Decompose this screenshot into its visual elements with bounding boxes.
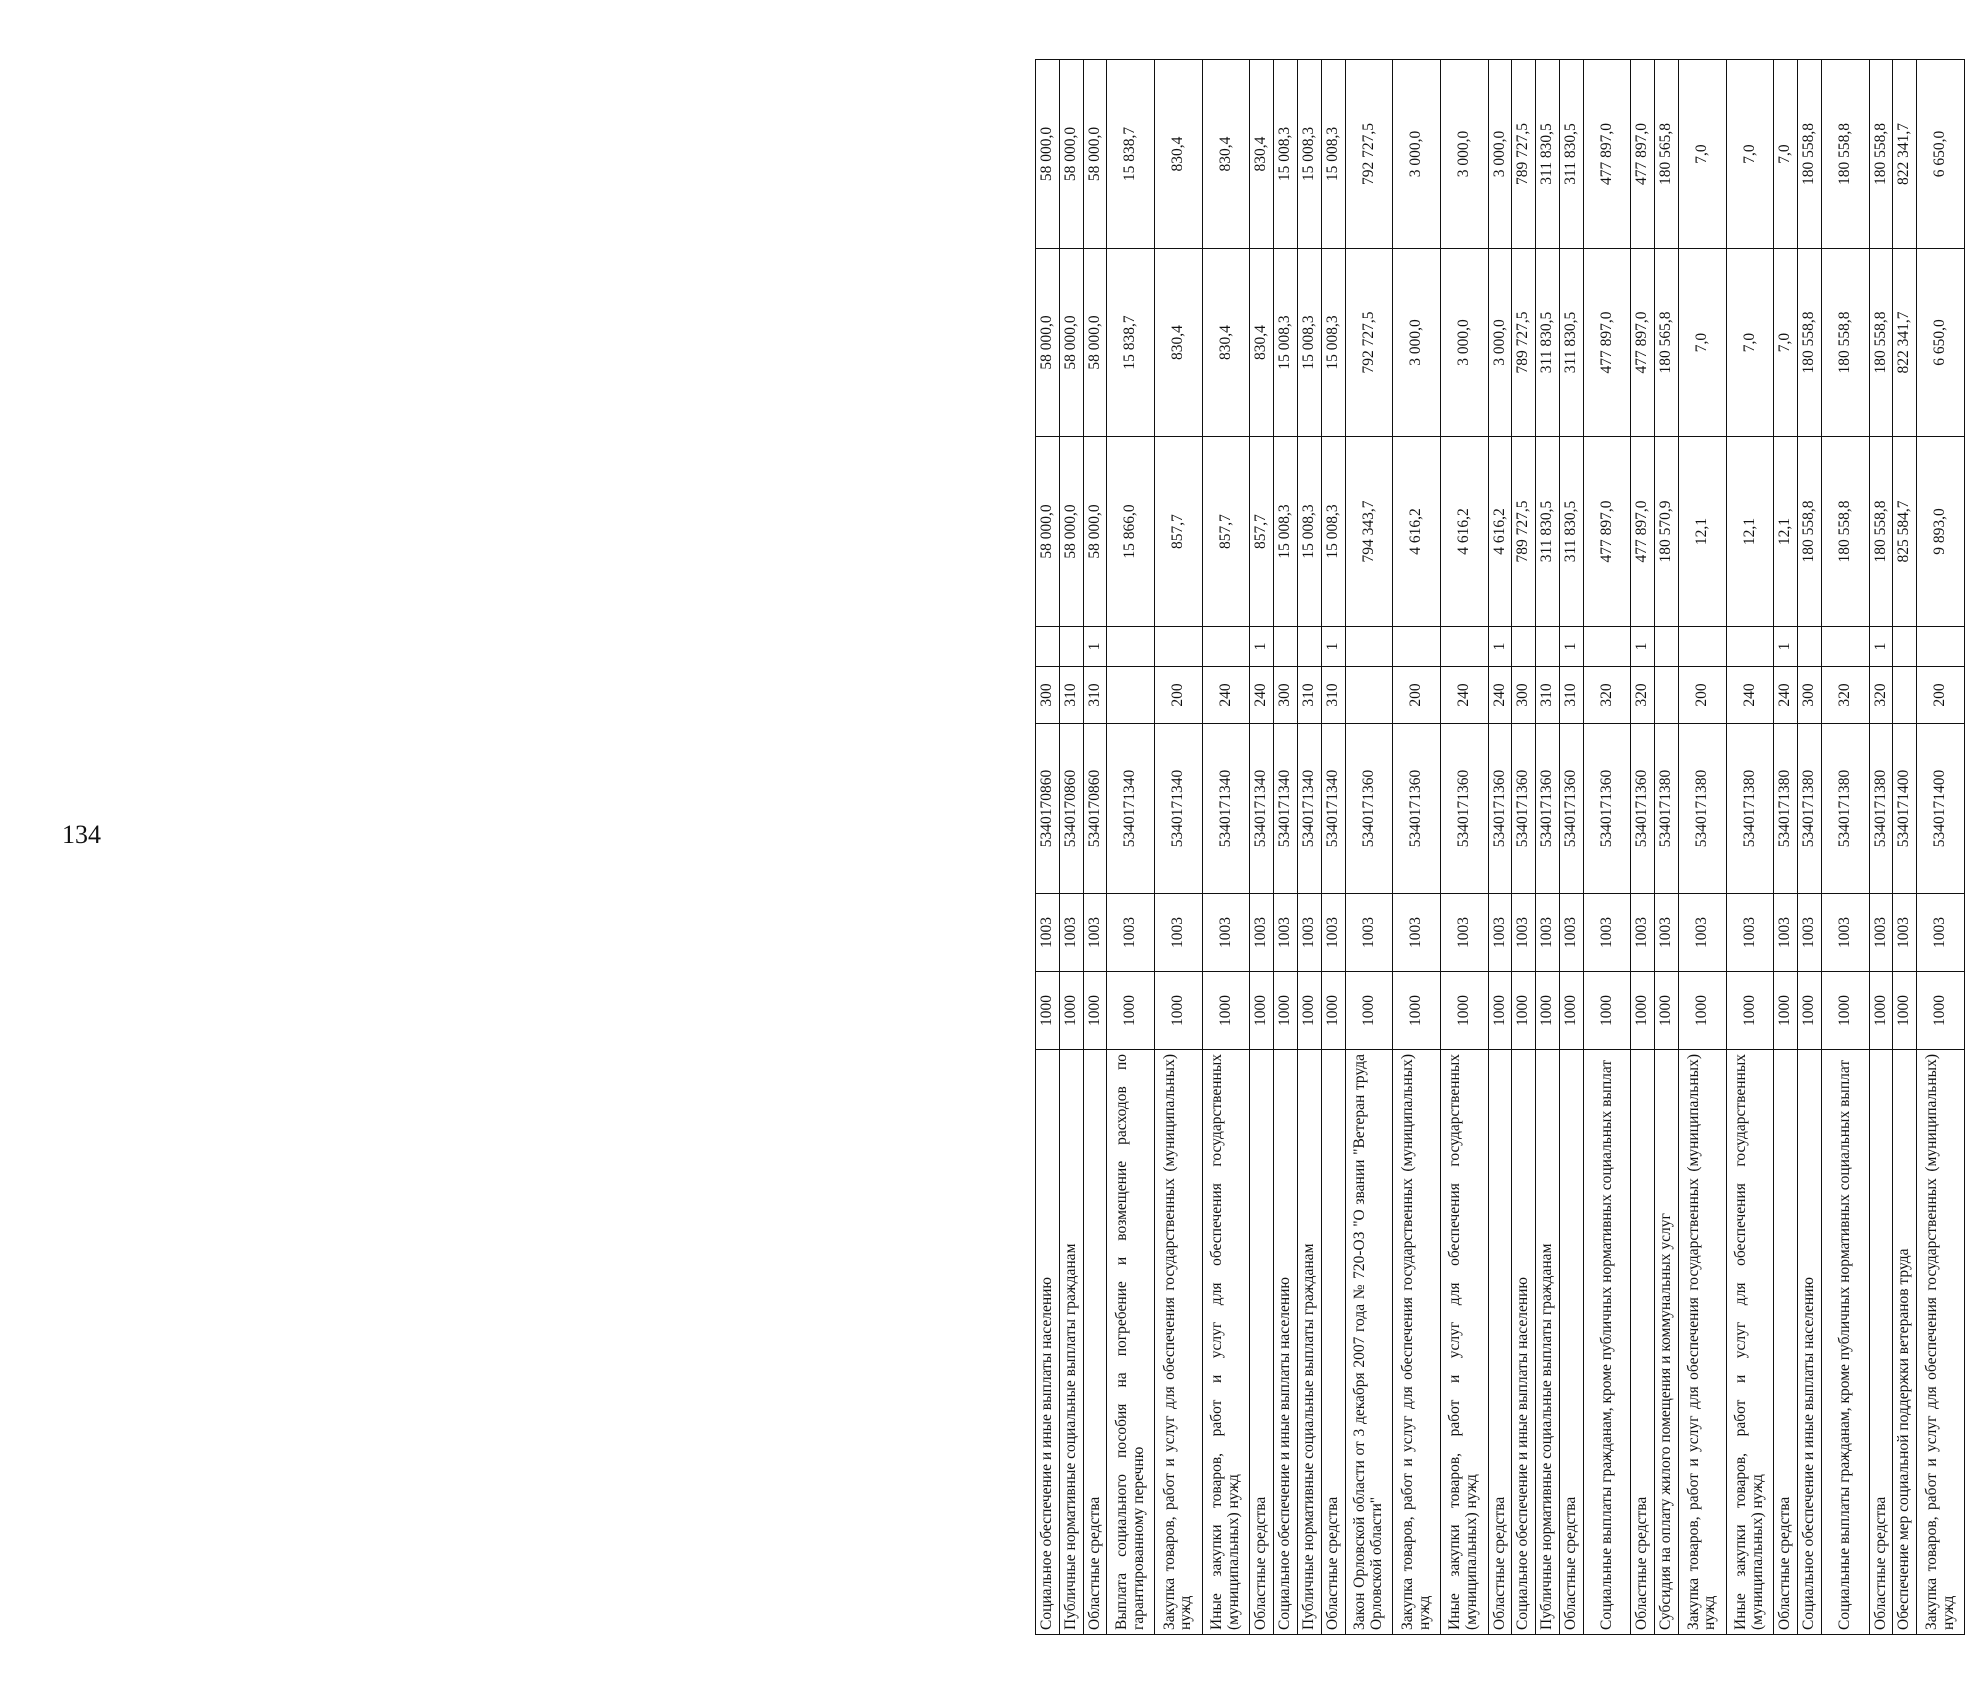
vr-cell: 240 (1774, 667, 1798, 724)
csr-cell: 5340171380 (1679, 724, 1727, 894)
vr-cell: 310 (1083, 667, 1107, 724)
gr-cell (1345, 627, 1393, 667)
gr-cell (1679, 627, 1727, 667)
razdel-cell: 1000 (1679, 972, 1727, 1050)
razdel-cell: 1000 (1345, 972, 1393, 1050)
sum-2-cell: 789 727,5 (1512, 249, 1536, 437)
sum-2-cell: 477 897,0 (1631, 249, 1655, 437)
row-name-cell: Закупка товаров, работ и услуг для обеспечения государственных (муниципальных) нужд (1917, 1050, 1965, 1635)
gr-cell: 1 (1559, 627, 1583, 667)
razdel-cell: 1000 (1488, 972, 1512, 1050)
sum-1-cell: 15 008,3 (1321, 437, 1345, 627)
sum-1-cell: 311 830,5 (1536, 437, 1560, 627)
row-name-cell: Закупка товаров, работ и услуг для обеспечения государственных (муниципальных) нужд (1155, 1050, 1203, 1635)
table-row (1393, 60, 1441, 1635)
vr-cell: 200 (1155, 667, 1203, 724)
table-row (1155, 60, 1203, 1635)
sum-2-cell: 58 000,0 (1036, 249, 1060, 437)
gr-cell (1274, 627, 1298, 667)
sum-2-cell: 477 897,0 (1583, 249, 1631, 437)
sum-2-cell: 7,0 (1726, 249, 1774, 437)
razdel-cell: 1000 (1798, 972, 1822, 1050)
vr-cell: 300 (1036, 667, 1060, 724)
csr-cell: 5340171360 (1345, 724, 1393, 894)
table-row (1083, 60, 1107, 1635)
sum-3-cell: 7,0 (1726, 60, 1774, 249)
razdel-cell: 1000 (1583, 972, 1631, 1050)
sum-1-cell: 794 343,7 (1345, 437, 1393, 627)
sum-3-cell: 7,0 (1774, 60, 1798, 249)
sum-2-cell: 180 558,8 (1798, 249, 1822, 437)
podrazdel-cell: 1003 (1821, 894, 1869, 972)
csr-cell: 5340171360 (1583, 724, 1631, 894)
csr-cell: 5340171380 (1655, 724, 1679, 894)
gr-cell (1821, 627, 1869, 667)
sum-3-cell: 15 008,3 (1274, 60, 1298, 249)
sum-2-cell: 311 830,5 (1536, 249, 1560, 437)
sum-1-cell: 58 000,0 (1083, 437, 1107, 627)
page-number: 134 (62, 820, 101, 849)
sum-3-cell: 822 341,7 (1893, 60, 1917, 249)
csr-cell: 5340171340 (1155, 724, 1203, 894)
razdel-cell: 1000 (1655, 972, 1679, 1050)
table-row (1536, 60, 1560, 1635)
podrazdel-cell: 1003 (1297, 894, 1321, 972)
razdel-cell: 1000 (1821, 972, 1869, 1050)
podrazdel-cell: 1003 (1440, 894, 1488, 972)
table-row (1774, 60, 1798, 1635)
row-name-cell: Обеспечение мер социальной поддержки ветеранов труда (1893, 1050, 1917, 1635)
csr-cell: 5340171380 (1798, 724, 1822, 894)
vr-cell: 310 (1559, 667, 1583, 724)
table-row (1679, 60, 1727, 1635)
podrazdel-cell: 1003 (1393, 894, 1441, 972)
razdel-cell: 1000 (1274, 972, 1298, 1050)
row-name-cell: Социальное обеспечение и иные выплаты населению (1512, 1050, 1536, 1635)
sum-1-cell: 180 558,8 (1869, 437, 1893, 627)
gr-cell (1536, 627, 1560, 667)
podrazdel-cell: 1003 (1536, 894, 1560, 972)
sum-3-cell: 58 000,0 (1083, 60, 1107, 249)
vr-cell: 320 (1583, 667, 1631, 724)
csr-cell: 5340171360 (1559, 724, 1583, 894)
csr-cell: 5340171340 (1297, 724, 1321, 894)
sum-1-cell: 9 893,0 (1917, 437, 1965, 627)
row-name-cell: Областные средства (1869, 1050, 1893, 1635)
row-name-cell: Закупка товаров, работ и услуг для обеспечения государственных (муниципальных) нужд (1679, 1050, 1727, 1635)
csr-cell: 5340171340 (1107, 724, 1155, 894)
sum-3-cell: 180 558,8 (1821, 60, 1869, 249)
sum-1-cell: 477 897,0 (1631, 437, 1655, 627)
razdel-cell: 1000 (1321, 972, 1345, 1050)
table-row (1440, 60, 1488, 1635)
csr-cell: 5340171360 (1536, 724, 1560, 894)
podrazdel-cell: 1003 (1583, 894, 1631, 972)
vr-cell: 310 (1321, 667, 1345, 724)
gr-cell (1512, 627, 1536, 667)
sum-3-cell: 830,4 (1250, 60, 1274, 249)
vr-cell: 240 (1202, 667, 1250, 724)
gr-cell: 1 (1250, 627, 1274, 667)
table-row (1798, 60, 1822, 1635)
sum-3-cell: 3 000,0 (1440, 60, 1488, 249)
table-row (1821, 60, 1869, 1635)
csr-cell: 5340171360 (1393, 724, 1441, 894)
sum-2-cell: 7,0 (1679, 249, 1727, 437)
sum-2-cell: 7,0 (1774, 249, 1798, 437)
sum-1-cell: 12,1 (1726, 437, 1774, 627)
sum-3-cell: 311 830,5 (1536, 60, 1560, 249)
sum-2-cell: 180 558,8 (1869, 249, 1893, 437)
sum-1-cell: 825 584,7 (1893, 437, 1917, 627)
table-row (1512, 60, 1536, 1635)
sum-3-cell: 477 897,0 (1583, 60, 1631, 249)
table-row (1107, 60, 1155, 1635)
row-name-cell: Закон Орловской области от 3 декабря 2007 года № 720-ОЗ "О звании "Ветеран труда Орловской области" (1345, 1050, 1393, 1635)
sum-3-cell: 15 008,3 (1321, 60, 1345, 249)
sum-3-cell: 180 558,8 (1798, 60, 1822, 249)
row-name-cell: Закупка товаров, работ и услуг для обеспечения государственных (муниципальных) нужд (1393, 1050, 1441, 1635)
sum-1-cell: 789 727,5 (1512, 437, 1536, 627)
sum-2-cell: 15 008,3 (1297, 249, 1321, 437)
csr-cell: 5340171360 (1440, 724, 1488, 894)
razdel-cell: 1000 (1059, 972, 1083, 1050)
sum-1-cell: 4 616,2 (1393, 437, 1441, 627)
podrazdel-cell: 1003 (1512, 894, 1536, 972)
gr-cell (1059, 627, 1083, 667)
razdel-cell: 1000 (1297, 972, 1321, 1050)
podrazdel-cell: 1003 (1774, 894, 1798, 972)
csr-cell: 5340171380 (1869, 724, 1893, 894)
sum-3-cell: 477 897,0 (1631, 60, 1655, 249)
csr-cell: 5340171340 (1250, 724, 1274, 894)
vr-cell: 240 (1250, 667, 1274, 724)
sum-2-cell: 830,4 (1202, 249, 1250, 437)
table-row (1345, 60, 1393, 1635)
vr-cell: 310 (1059, 667, 1083, 724)
row-name-cell: Публичные нормативные социальные выплаты гражданам (1536, 1050, 1560, 1635)
table-row (1297, 60, 1321, 1635)
row-name-cell: Социальное обеспечение и иные выплаты населению (1274, 1050, 1298, 1635)
vr-cell: 320 (1869, 667, 1893, 724)
razdel-cell: 1000 (1631, 972, 1655, 1050)
sum-2-cell: 3 000,0 (1488, 249, 1512, 437)
table-row (1917, 60, 1965, 1635)
sum-2-cell: 3 000,0 (1440, 249, 1488, 437)
podrazdel-cell: 1003 (1488, 894, 1512, 972)
vr-cell: 200 (1393, 667, 1441, 724)
row-name-cell: Областные средства (1488, 1050, 1512, 1635)
sum-1-cell: 857,7 (1155, 437, 1203, 627)
table-row (1631, 60, 1655, 1635)
razdel-cell: 1000 (1393, 972, 1441, 1050)
sum-3-cell: 830,4 (1202, 60, 1250, 249)
table-row (1036, 60, 1060, 1635)
csr-cell: 5340170860 (1059, 724, 1083, 894)
csr-cell: 5340171400 (1893, 724, 1917, 894)
podrazdel-cell: 1003 (1345, 894, 1393, 972)
sum-3-cell: 7,0 (1679, 60, 1727, 249)
row-name-cell: Областные средства (1774, 1050, 1798, 1635)
csr-cell: 5340171340 (1321, 724, 1345, 894)
csr-cell: 5340171340 (1202, 724, 1250, 894)
vr-cell: 300 (1798, 667, 1822, 724)
podrazdel-cell: 1003 (1869, 894, 1893, 972)
sum-2-cell: 6 650,0 (1917, 249, 1965, 437)
sum-3-cell: 789 727,5 (1512, 60, 1536, 249)
sum-1-cell: 15 008,3 (1274, 437, 1298, 627)
podrazdel-cell: 1003 (1083, 894, 1107, 972)
gr-cell: 1 (1869, 627, 1893, 667)
sum-1-cell: 15 866,0 (1107, 437, 1155, 627)
vr-cell: 310 (1297, 667, 1321, 724)
table-row (1250, 60, 1274, 1635)
vr-cell (1655, 667, 1679, 724)
sum-1-cell: 180 558,8 (1798, 437, 1822, 627)
sum-1-cell: 12,1 (1774, 437, 1798, 627)
sum-3-cell: 180 558,8 (1869, 60, 1893, 249)
sum-1-cell: 12,1 (1679, 437, 1727, 627)
sum-3-cell: 58 000,0 (1036, 60, 1060, 249)
gr-cell (1655, 627, 1679, 667)
sum-3-cell: 311 830,5 (1559, 60, 1583, 249)
sum-3-cell: 180 565,8 (1655, 60, 1679, 249)
sum-1-cell: 857,7 (1250, 437, 1274, 627)
sum-3-cell: 3 000,0 (1393, 60, 1441, 249)
gr-cell (1440, 627, 1488, 667)
podrazdel-cell: 1003 (1036, 894, 1060, 972)
razdel-cell: 1000 (1083, 972, 1107, 1050)
razdel-cell: 1000 (1512, 972, 1536, 1050)
sum-2-cell: 58 000,0 (1083, 249, 1107, 437)
podrazdel-cell: 1003 (1655, 894, 1679, 972)
podrazdel-cell: 1003 (1631, 894, 1655, 972)
csr-cell: 5340171340 (1274, 724, 1298, 894)
row-name-cell: Иные закупки товаров, работ и услуг для обеспечения государственных (муниципальных) нужд (1202, 1050, 1250, 1635)
sum-1-cell: 857,7 (1202, 437, 1250, 627)
podrazdel-cell: 1003 (1679, 894, 1727, 972)
vr-cell: 240 (1488, 667, 1512, 724)
sum-2-cell: 15 838,7 (1107, 249, 1155, 437)
row-name-cell: Публичные нормативные социальные выплаты гражданам (1297, 1050, 1321, 1635)
row-name-cell: Иные закупки товаров, работ и услуг для обеспечения государственных (муниципальных) нужд (1726, 1050, 1774, 1635)
podrazdel-cell: 1003 (1726, 894, 1774, 972)
table-row (1059, 60, 1083, 1635)
row-name-cell: Социальное обеспечение и иные выплаты населению (1798, 1050, 1822, 1635)
sum-2-cell: 15 008,3 (1321, 249, 1345, 437)
razdel-cell: 1000 (1559, 972, 1583, 1050)
csr-cell: 5340171400 (1917, 724, 1965, 894)
sum-2-cell: 15 008,3 (1274, 249, 1298, 437)
razdel-cell: 1000 (1774, 972, 1798, 1050)
row-name-cell: Областные средства (1083, 1050, 1107, 1635)
sum-1-cell: 58 000,0 (1036, 437, 1060, 627)
gr-cell: 1 (1631, 627, 1655, 667)
razdel-cell: 1000 (1107, 972, 1155, 1050)
csr-cell: 5340170860 (1036, 724, 1060, 894)
table-row (1583, 60, 1631, 1635)
podrazdel-cell: 1003 (1798, 894, 1822, 972)
sum-1-cell: 477 897,0 (1583, 437, 1631, 627)
table-row (1655, 60, 1679, 1635)
table-row (1559, 60, 1583, 1635)
sum-2-cell: 830,4 (1155, 249, 1203, 437)
podrazdel-cell: 1003 (1107, 894, 1155, 972)
sum-1-cell: 58 000,0 (1059, 437, 1083, 627)
budget-table (1035, 59, 1965, 1635)
csr-cell: 5340171380 (1821, 724, 1869, 894)
vr-cell (1107, 667, 1155, 724)
podrazdel-cell: 1003 (1274, 894, 1298, 972)
sum-2-cell: 180 558,8 (1821, 249, 1869, 437)
sum-3-cell: 830,4 (1155, 60, 1203, 249)
csr-cell: 5340171380 (1774, 724, 1798, 894)
sum-3-cell: 3 000,0 (1488, 60, 1512, 249)
sum-1-cell: 15 008,3 (1297, 437, 1321, 627)
podrazdel-cell: 1003 (1202, 894, 1250, 972)
table-row (1869, 60, 1893, 1635)
sum-2-cell: 792 727,5 (1345, 249, 1393, 437)
row-name-cell: Социальное обеспечение и иные выплаты населению (1036, 1050, 1060, 1635)
vr-cell (1893, 667, 1917, 724)
gr-cell (1107, 627, 1155, 667)
sum-1-cell: 4 616,2 (1440, 437, 1488, 627)
gr-cell (1036, 627, 1060, 667)
podrazdel-cell: 1003 (1155, 894, 1203, 972)
razdel-cell: 1000 (1893, 972, 1917, 1050)
row-name-cell: Областные средства (1631, 1050, 1655, 1635)
razdel-cell: 1000 (1036, 972, 1060, 1050)
podrazdel-cell: 1003 (1321, 894, 1345, 972)
sum-3-cell: 6 650,0 (1917, 60, 1965, 249)
gr-cell (1393, 627, 1441, 667)
row-name-cell: Социальные выплаты гражданам, кроме публичных нормативных социальных выплат (1821, 1050, 1869, 1635)
podrazdel-cell: 1003 (1059, 894, 1083, 972)
gr-cell (1917, 627, 1965, 667)
csr-cell: 5340171380 (1726, 724, 1774, 894)
gr-cell (1583, 627, 1631, 667)
csr-cell: 5340171360 (1488, 724, 1512, 894)
table-row (1321, 60, 1345, 1635)
table-body (1036, 60, 1965, 1635)
sum-3-cell: 58 000,0 (1059, 60, 1083, 249)
sum-2-cell: 830,4 (1250, 249, 1274, 437)
csr-cell: 5340171360 (1631, 724, 1655, 894)
vr-cell: 200 (1679, 667, 1727, 724)
sum-2-cell: 180 565,8 (1655, 249, 1679, 437)
row-name-cell: Субсидия на оплату жилого помещения и коммунальных услуг (1655, 1050, 1679, 1635)
podrazdel-cell: 1003 (1250, 894, 1274, 972)
sum-1-cell: 180 570,9 (1655, 437, 1679, 627)
table-row (1202, 60, 1250, 1635)
razdel-cell: 1000 (1917, 972, 1965, 1050)
row-name-cell: Иные закупки товаров, работ и услуг для обеспечения государственных (муниципальных) нужд (1440, 1050, 1488, 1635)
gr-cell: 1 (1321, 627, 1345, 667)
gr-cell (1726, 627, 1774, 667)
sum-3-cell: 792 727,5 (1345, 60, 1393, 249)
podrazdel-cell: 1003 (1917, 894, 1965, 972)
gr-cell: 1 (1488, 627, 1512, 667)
podrazdel-cell: 1003 (1893, 894, 1917, 972)
table-row (1274, 60, 1298, 1635)
table-row (1726, 60, 1774, 1635)
rotated-table-container (1035, 60, 1965, 1635)
sum-2-cell: 311 830,5 (1559, 249, 1583, 437)
row-name-cell: Выплата социального пособия на погребение и возмещение расходов по гарантированному перечню (1107, 1050, 1155, 1635)
razdel-cell: 1000 (1440, 972, 1488, 1050)
podrazdel-cell: 1003 (1559, 894, 1583, 972)
vr-cell: 200 (1917, 667, 1965, 724)
sum-2-cell: 58 000,0 (1059, 249, 1083, 437)
sum-2-cell: 822 341,7 (1893, 249, 1917, 437)
vr-cell: 300 (1274, 667, 1298, 724)
gr-cell (1202, 627, 1250, 667)
sum-3-cell: 15 838,7 (1107, 60, 1155, 249)
razdel-cell: 1000 (1155, 972, 1203, 1050)
sum-3-cell: 15 008,3 (1297, 60, 1321, 249)
vr-cell (1345, 667, 1393, 724)
vr-cell: 320 (1631, 667, 1655, 724)
gr-cell (1297, 627, 1321, 667)
gr-cell (1798, 627, 1822, 667)
csr-cell: 5340170860 (1083, 724, 1107, 894)
gr-cell: 1 (1774, 627, 1798, 667)
vr-cell: 310 (1536, 667, 1560, 724)
csr-cell: 5340171360 (1512, 724, 1536, 894)
table-row (1893, 60, 1917, 1635)
row-name-cell: Областные средства (1250, 1050, 1274, 1635)
vr-cell: 240 (1726, 667, 1774, 724)
sum-1-cell: 311 830,5 (1559, 437, 1583, 627)
gr-cell (1155, 627, 1203, 667)
row-name-cell: Социальные выплаты гражданам, кроме публичных нормативных социальных выплат (1583, 1050, 1631, 1635)
vr-cell: 320 (1821, 667, 1869, 724)
row-name-cell: Областные средства (1559, 1050, 1583, 1635)
row-name-cell: Публичные нормативные социальные выплаты гражданам (1059, 1050, 1083, 1635)
razdel-cell: 1000 (1536, 972, 1560, 1050)
gr-cell (1893, 627, 1917, 667)
sum-2-cell: 3 000,0 (1393, 249, 1441, 437)
razdel-cell: 1000 (1202, 972, 1250, 1050)
row-name-cell: Областные средства (1321, 1050, 1345, 1635)
razdel-cell: 1000 (1869, 972, 1893, 1050)
vr-cell: 300 (1512, 667, 1536, 724)
table-row (1488, 60, 1512, 1635)
sum-1-cell: 4 616,2 (1488, 437, 1512, 627)
vr-cell: 240 (1440, 667, 1488, 724)
razdel-cell: 1000 (1726, 972, 1774, 1050)
sum-1-cell: 180 558,8 (1821, 437, 1869, 627)
gr-cell: 1 (1083, 627, 1107, 667)
razdel-cell: 1000 (1250, 972, 1274, 1050)
